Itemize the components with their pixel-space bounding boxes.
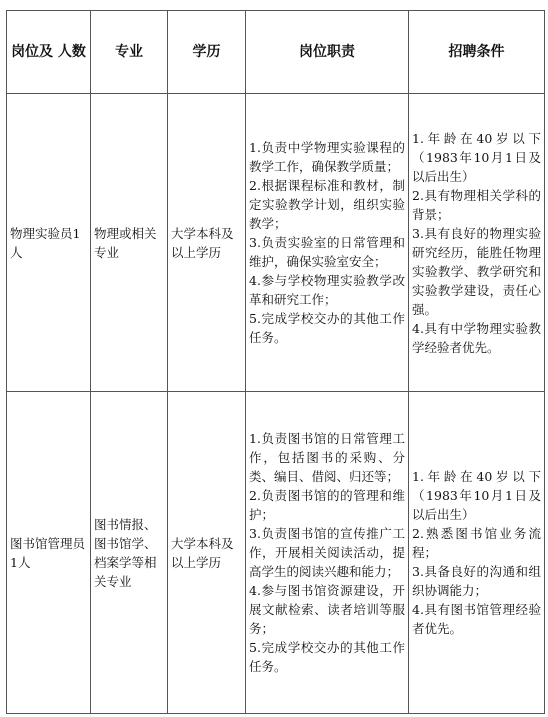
table-row bbox=[7, 94, 545, 392]
requirement-item: 3.具备良好的沟通和组织协调能力； bbox=[412, 564, 541, 598]
requirement-item: 4.具有图书馆管理经验者优先。 bbox=[412, 602, 541, 636]
duties-cell bbox=[246, 94, 409, 392]
requirements-cell bbox=[409, 392, 545, 714]
duty-item: 4.参与学校物理实验教学改革和研究工作； bbox=[249, 273, 405, 307]
major-cell: 图书情报、图书馆学、档案学等相关专业 bbox=[91, 392, 168, 714]
header-education: 学历 bbox=[168, 11, 246, 94]
header-duties: 岗位职责 bbox=[246, 11, 409, 94]
duty-item: 1.负责中学物理实验课程的教学工作，确保教学质量； bbox=[249, 140, 405, 174]
requirement-item: 2.具有物理相关学科的背景； bbox=[412, 187, 541, 222]
header-row bbox=[7, 11, 545, 94]
position-cell: 物理实验员1人 bbox=[7, 94, 91, 392]
major-cell: 物理或相关专业 bbox=[91, 94, 168, 392]
requirement-item: 1.年龄在40岁以下（1983年10月1日及以后出生） bbox=[412, 130, 541, 184]
requirements-cell bbox=[409, 94, 545, 392]
table-row bbox=[7, 392, 545, 714]
header-major: 专业 bbox=[91, 11, 168, 94]
position-cell: 图书馆管理员1人 bbox=[7, 392, 91, 714]
requirement-item: 2.熟悉图书馆业务流程； bbox=[412, 526, 541, 560]
duty-item: 5.完成学校交办的其他工作任务。 bbox=[249, 311, 405, 345]
header-position-count: 岗位及 人数 bbox=[7, 11, 91, 94]
recruitment-table bbox=[6, 10, 545, 714]
header-requirements: 招聘条件 bbox=[409, 11, 545, 94]
duty-item: 4.参与图书馆资源建设，开展文献检索、读者培训等服务； bbox=[249, 583, 405, 636]
duty-item: 1.负责图书馆的日常管理工作，包括图书的采购、分类、编目、借阅、归还等； bbox=[249, 431, 405, 484]
duty-item: 3.负责图书馆的宣传推广工作，开展相关阅读活动，提高学生的阅读兴趣和能力； bbox=[249, 526, 405, 579]
duty-item: 2.负责图书馆的的管理和维护； bbox=[249, 488, 405, 522]
requirement-item: 4.具有中学物理实验教学经验者优先。 bbox=[412, 320, 541, 355]
requirement-item: 3.具有良好的物理实验研究经历，能胜任物理实验教学、教学研究和实验教学建设，责任心强。 bbox=[412, 225, 541, 317]
education-cell: 大学本科及以上学历 bbox=[168, 94, 246, 392]
requirement-item: 1.年龄在40岁以下（1983年10月1日及以后出生） bbox=[412, 469, 541, 522]
duty-item: 2.根据课程标准和教材，制定实验教学计划，组织实验教学； bbox=[249, 178, 405, 231]
duty-item: 5.完成学校交办的其他工作任务。 bbox=[249, 640, 405, 674]
duties-cell bbox=[246, 392, 409, 714]
education-cell: 大学本科及以上学历 bbox=[168, 392, 246, 714]
duty-item: 3.负责实验室的日常管理和维护，确保实验室安全； bbox=[249, 235, 405, 269]
